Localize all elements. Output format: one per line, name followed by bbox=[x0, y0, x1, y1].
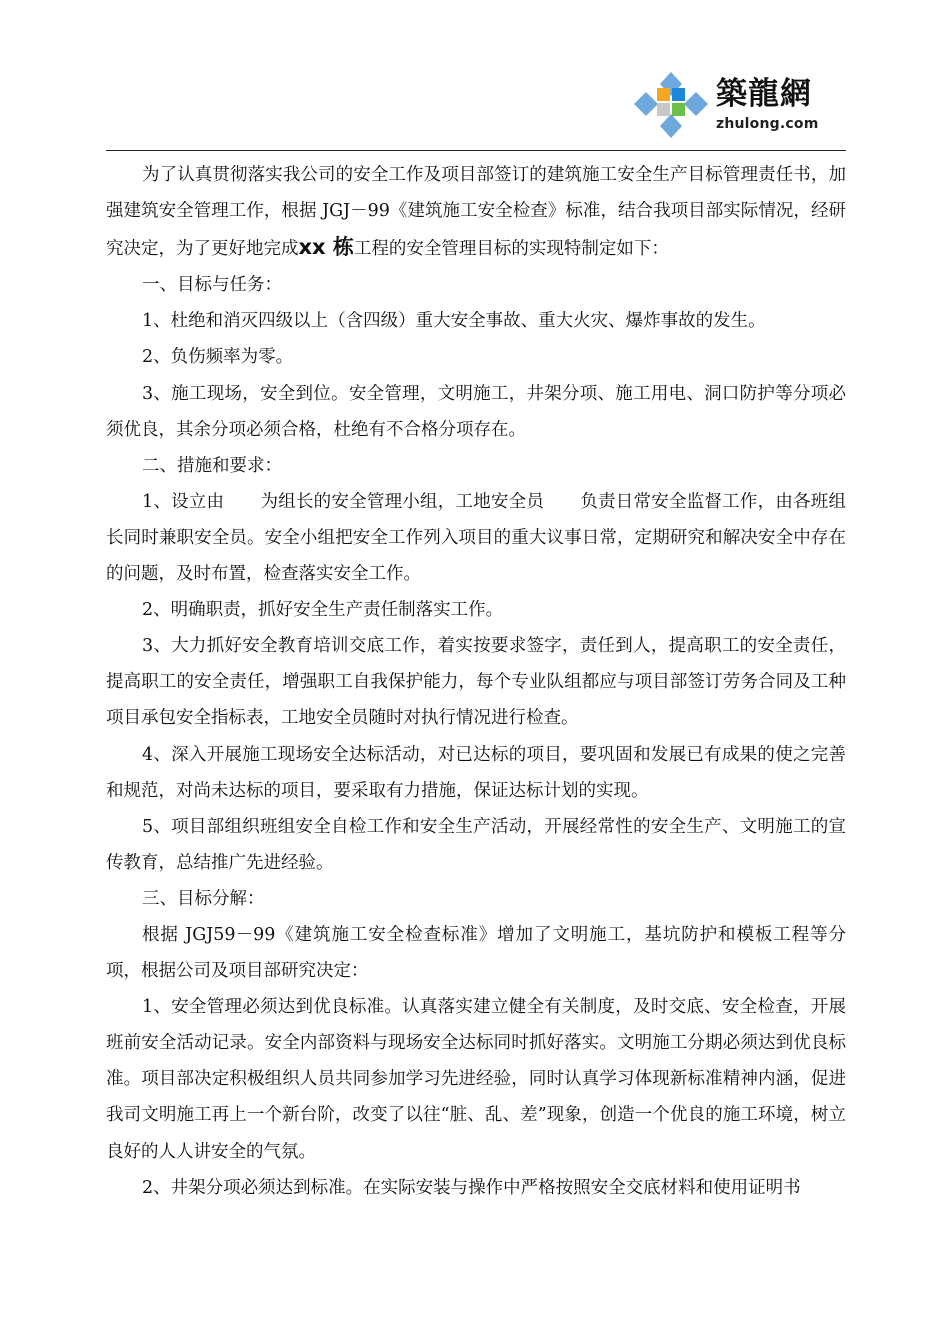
section-2-title: 二、措施和要求： bbox=[142, 455, 282, 476]
s2-item1-part-c: 负责日常安全监督工作，由各班组长同时兼职安全员。安全小组把安全工作列入项目的重大议事日常，定期研究和解决安全中存在的问题，及时布置，检查落实安全工作。 bbox=[106, 491, 846, 585]
logo-square-blue bbox=[672, 88, 685, 101]
section-3-item-1: 1、安全管理必须达到优良标准。认真落实建立健全有关制度，及时交底、安全检查，开展班前安全活动记录。安全内部资料与现场安全达标同时抓好落实。文明施工分期必须达到优良标准。项目部决定积极组织人员共同参加学习先进经验，同时认真学习体现新标准精神内涵，促进我司文明施工再上一个新台阶，改变了以往“脏、乱、差”现象，创造一个优良的施工环境，树立良好的人人讲安全的气氛。 bbox=[106, 997, 846, 1162]
logo-brand-en: zhulong.com bbox=[716, 116, 819, 132]
section-2-item-2: 2、明确职责，抓好安全生产责任制落实工作。 bbox=[142, 600, 504, 621]
intro-text-after: 工程的安全管理目标的实现特制定如下： bbox=[353, 239, 669, 260]
header-rule bbox=[106, 150, 846, 151]
section-1-item-2: 2、负伤频率为零。 bbox=[142, 347, 294, 368]
section-3-title: 三、目标分解： bbox=[142, 888, 265, 909]
section-3-item-2: 2、井架分项必须达到标准。在实际安装与操作中严格按照安全交底材料和使用证明书 bbox=[142, 1177, 801, 1198]
document-body bbox=[106, 157, 846, 1206]
s2-item1-part-b: 为组长的安全管理小组，工地安全员 bbox=[260, 491, 545, 512]
section-1-item-3: 3、施工现场，安全到位。安全管理，文明施工，井架分项、施工用电、洞口防护等分项必须优良，其余分项必须合格，杜绝有不合格分项存在。 bbox=[106, 383, 846, 440]
zhulong-logo bbox=[632, 70, 847, 140]
section-3-intro: 根据 JGJ59－99《建筑施工安全检查标准》增加了文明施工，基坑防护和模板工程等分项，根据公司及项目部研究决定： bbox=[106, 924, 846, 982]
logo-diamond-bottom bbox=[660, 114, 682, 138]
logo-square-green bbox=[672, 103, 685, 116]
section-1-title: 一、目标与任务： bbox=[142, 275, 282, 296]
section-2-item-1 bbox=[106, 484, 846, 592]
section-1-item-1: 1、杜绝和消灭四级以上（含四级）重大安全事故、重大火灾、爆炸事故的发生。 bbox=[142, 311, 766, 332]
logo-square-gray bbox=[657, 103, 670, 116]
intro-text-before: 为了认真贯彻落实我公司的安全工作及项目部签订的建筑施工安全生产目标管理责任书，加强建筑安全管理工作，根据 JGJ－99《建筑施工安全检查》标准，结合我项目部实际情况，经研究决定，为了更好地完成 bbox=[106, 165, 846, 260]
s2-item1-part-a: 1、设立由 bbox=[142, 491, 225, 512]
zhulong-logo-icon bbox=[632, 70, 710, 140]
intro-building-name: xx 栋 bbox=[298, 235, 354, 260]
section-2-item-3: 3、大力抓好安全教育培训交底工作，着实按要求签字，责任到人，提高职工的安全责任，提高职工的安全责任，增强职工自我保护能力，每个专业队组都应与项目部签订劳务合同及工种项目承包安全指标表，工地安全员随时对执行情况进行检查。 bbox=[106, 636, 846, 729]
logo-diamond-left bbox=[634, 92, 658, 116]
logo-square-orange bbox=[657, 88, 670, 101]
logo-diamond-right bbox=[684, 92, 708, 116]
section-2-item-5: 5、项目部组织班组安全自检工作和安全生产活动，开展经常性的安全生产、文明施工的宣传教育，总结推广先进经验。 bbox=[106, 816, 846, 873]
intro-paragraph bbox=[106, 157, 846, 267]
section-2-item-4: 4、深入开展施工现场安全达标活动，对已达标的项目，要巩固和发展已有成果的使之完善和规范，对尚未达标的项目，要采取有力措施，保证达标计划的实现。 bbox=[106, 744, 846, 801]
logo-brand-cn: 築龍網 bbox=[716, 76, 812, 112]
